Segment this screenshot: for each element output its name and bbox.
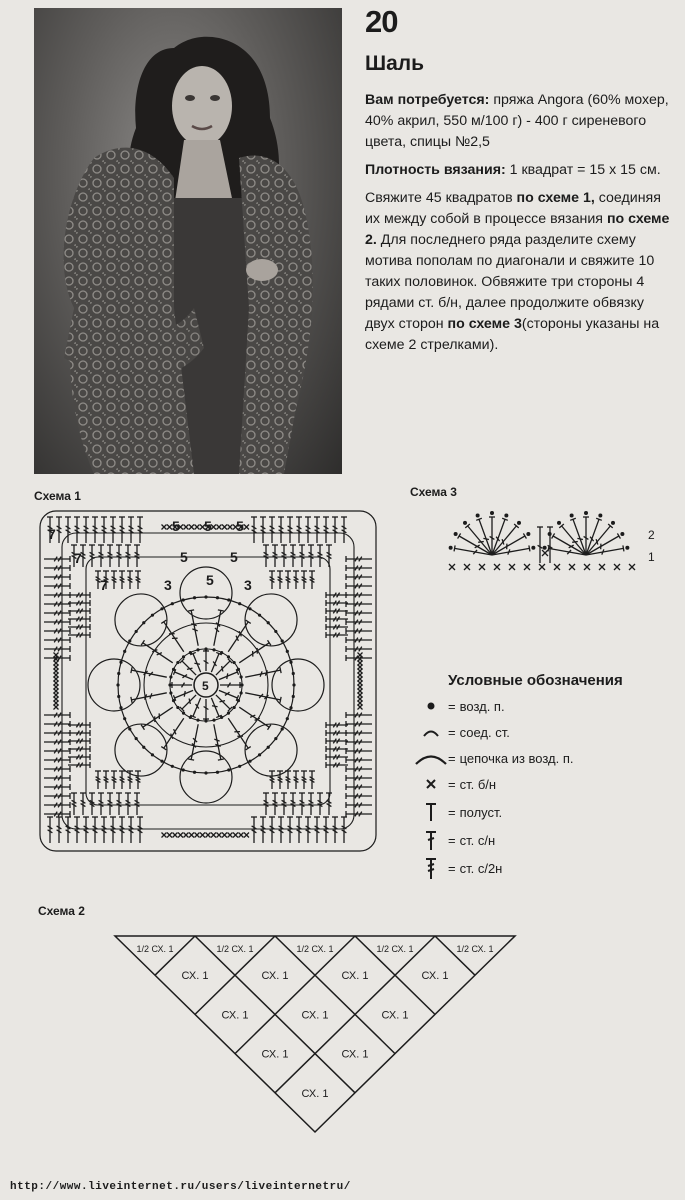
chain-dot — [267, 621, 270, 624]
sc-stitch — [464, 564, 470, 570]
sc-stitch — [228, 833, 233, 838]
sc-stitch — [358, 705, 363, 710]
sc-stitch — [184, 525, 189, 530]
dc-stitch — [175, 672, 193, 680]
scheme2-full-label: СХ. 1 — [181, 970, 209, 983]
chain-dot — [281, 727, 284, 730]
chain-dot — [182, 712, 185, 715]
chain-dot — [454, 532, 458, 536]
sc-stitch — [244, 525, 249, 530]
sc-stitch — [239, 833, 244, 838]
scheme2-full-label: СХ. 1 — [261, 1048, 289, 1061]
scheme1-number-label: 5 — [180, 549, 188, 565]
sc-stitch — [599, 564, 605, 570]
scheme1-diagram — [34, 505, 384, 860]
sc-stitch — [449, 564, 455, 570]
sc-stitch — [554, 564, 560, 570]
scheme3-row-2-label: 2 — [648, 528, 655, 542]
dc-stitch — [211, 654, 219, 672]
requirements-paragraph — [365, 90, 677, 153]
dc-stitch — [216, 661, 230, 675]
gauge-label: Плотность вязания: — [365, 162, 506, 178]
sc-stitch — [217, 833, 222, 838]
scheme1-center-label: 5 — [202, 679, 209, 693]
chain-dot — [196, 718, 199, 721]
chain-dot — [258, 614, 261, 617]
sc-stitch — [494, 564, 500, 570]
chain-dot — [504, 514, 508, 518]
chain-dot — [182, 768, 185, 771]
sc-stitch — [200, 833, 205, 838]
chain-dot — [193, 771, 196, 774]
sc-stitch — [217, 525, 222, 530]
chain-dot — [584, 511, 588, 515]
legend-item-chain-arc: = цепочка из возд. п. — [414, 746, 574, 770]
sc-stitch — [629, 564, 635, 570]
sc-stitch — [569, 564, 575, 570]
dc-stitch — [216, 695, 230, 709]
sc-stitch — [195, 833, 200, 838]
legend-item-dc: = ст. с/н — [414, 828, 495, 852]
scheme2-full-label: СХ. 1 — [301, 1087, 329, 1100]
chain-dot — [227, 712, 230, 715]
dc-stitch — [219, 672, 237, 680]
requirements-label: Вам потребуется: — [365, 92, 490, 108]
pattern-title: Шаль — [365, 52, 425, 75]
sc-stitch — [189, 525, 194, 530]
chain-dot — [151, 753, 154, 756]
scheme2-half-label: 1/2 СХ. 1 — [216, 944, 254, 954]
chain-dot — [526, 532, 530, 536]
chain-dot — [292, 695, 295, 698]
pattern-number: 20 — [365, 4, 398, 39]
chain-dot — [212, 648, 215, 651]
chain-dot — [151, 614, 154, 617]
instructions-text-3: Для последнего ряда разделите схему мотива пополам по диагонали и свяжите 10 таких половинок. Обвяжите три стороны 4 рядами ст. б/н, далее продолжите обвязку двух сторон — [365, 232, 655, 332]
chain-dot — [557, 521, 561, 525]
scheme1-number-label: 7 — [74, 550, 82, 566]
chain-dot — [160, 607, 163, 610]
chain-dot — [286, 650, 289, 653]
dc-stitch — [492, 526, 516, 555]
dc-stitch — [211, 698, 219, 716]
sc-stitch — [524, 564, 530, 570]
sc-stitch — [189, 833, 194, 838]
legend-title: Условные обозначения — [448, 672, 623, 689]
cross-icon — [414, 777, 448, 791]
chain-dot — [169, 691, 172, 694]
chain-dot — [292, 683, 295, 686]
half-dc-icon — [414, 801, 448, 823]
chain-dot — [248, 760, 251, 763]
sc-stitch — [539, 564, 545, 570]
sc-stitch — [509, 564, 515, 570]
chain-dot — [160, 760, 163, 763]
chain-dot — [216, 771, 219, 774]
scheme2-full-label: СХ. 1 — [341, 1048, 369, 1061]
shawl-model-illustration — [34, 8, 342, 474]
dc-stitch — [182, 695, 196, 709]
sc-stitch — [54, 705, 59, 710]
source-url: http://www.liveinternet.ru/users/liveinternetru/ — [10, 1181, 351, 1193]
chain-dot — [182, 598, 185, 601]
chain-dot — [598, 514, 602, 518]
sc-stitch — [162, 833, 167, 838]
gauge-text: 1 квадрат = 15 х 15 см. — [505, 162, 661, 178]
sc-stitch — [222, 525, 227, 530]
scheme1-number-label: 5 — [204, 518, 212, 534]
chain-dot — [476, 514, 480, 518]
scheme1-number-label: 3 — [164, 577, 172, 593]
scheme2-half-label: 1/2 СХ. 1 — [136, 944, 174, 954]
scheme2-full-label: СХ. 1 — [221, 1009, 249, 1022]
scheme2-half-label: 1/2 СХ. 1 — [456, 944, 494, 954]
chain-dot — [135, 630, 138, 633]
instructions-paragraph — [365, 188, 677, 356]
chain-dot — [204, 647, 207, 650]
chain-dot — [227, 768, 230, 771]
chain-dot — [463, 521, 467, 525]
dc-stitch — [175, 690, 193, 698]
dot-icon — [414, 699, 448, 713]
chain-dot — [135, 737, 138, 740]
slip-stitch-icon — [414, 725, 448, 739]
sc-stitch — [479, 564, 485, 570]
chain-dot — [169, 675, 172, 678]
chain-dot — [117, 672, 120, 675]
chain-dot — [182, 655, 185, 658]
chain-dot — [168, 683, 171, 686]
tr-icon — [414, 856, 448, 880]
chain-dot — [196, 648, 199, 651]
chain-dot — [238, 602, 241, 605]
chain-dot — [620, 532, 624, 536]
chain-dot — [227, 598, 230, 601]
chain-dot — [240, 683, 243, 686]
dc-stitch — [193, 654, 201, 672]
scheme2-full-label: СХ. 1 — [421, 970, 449, 983]
chain-dot — [289, 706, 292, 709]
legend-item-slip: = соед. ст. — [414, 720, 510, 744]
legend-item-sc: = ст. б/н — [414, 772, 496, 796]
instructions-bold-2: по схеме 2. — [365, 211, 670, 248]
legend-text: ст. с/н — [459, 832, 496, 848]
chain-dot — [274, 737, 277, 740]
sc-stitch — [173, 833, 178, 838]
chain-dot — [204, 595, 207, 598]
scheme3-row-1-label: 1 — [648, 550, 655, 564]
chain-dot — [570, 514, 574, 518]
legend-text: ст. с/2н — [459, 860, 503, 876]
chain-dot — [449, 546, 453, 550]
sc-stitch — [195, 525, 200, 530]
dc-stitch — [193, 698, 201, 716]
chain-dot — [289, 661, 292, 664]
scheme2-label: Схема 2 — [38, 904, 85, 918]
sc-stitch — [162, 525, 167, 530]
chain-dot — [204, 771, 207, 774]
chain-dot — [171, 765, 174, 768]
scheme1-number-label: 7 — [100, 577, 108, 593]
chain-dot — [239, 691, 242, 694]
sc-stitch — [222, 833, 227, 838]
sc-stitch — [167, 833, 172, 838]
sc-stitch — [228, 525, 233, 530]
sc-stitch — [206, 833, 211, 838]
chain-dot — [517, 521, 521, 525]
instructions-text-1: Свяжите 45 квадратов — [365, 190, 517, 206]
scheme2-half-label: 1/2 СХ. 1 — [296, 944, 334, 954]
chain-dot — [119, 661, 122, 664]
legend-item-chain: = возд. п. — [414, 694, 505, 718]
chain-dot — [238, 765, 241, 768]
chain-dot — [531, 546, 535, 550]
scheme1-number-label: 5 — [236, 518, 244, 534]
legend-text: возд. п. — [459, 698, 505, 714]
chain-dot — [227, 655, 230, 658]
gauge-paragraph — [365, 160, 677, 181]
scheme3-label: Схема 3 — [410, 485, 457, 499]
chain-dot — [142, 621, 145, 624]
scheme2-diagram — [110, 930, 530, 1140]
chain-dot — [543, 546, 547, 550]
chain-dot — [281, 639, 284, 642]
chain-dot — [119, 706, 122, 709]
instructions-text-4: (стороны указаны на схеме 2 стрелками). — [365, 316, 660, 353]
sc-stitch — [542, 550, 548, 556]
chain-dot — [128, 639, 131, 642]
dc-stitch — [219, 690, 237, 698]
chain-dot — [176, 661, 179, 664]
scheme1-number-label: 5 — [230, 549, 238, 565]
legend-item-tr: = ст. с/2н — [414, 856, 502, 880]
dc-stitch — [586, 526, 610, 555]
chain-dot — [258, 753, 261, 756]
scheme2-full-label: СХ. 1 — [301, 1009, 329, 1022]
chain-dot — [176, 706, 179, 709]
dc-stitch — [182, 661, 196, 675]
scheme2-half-label: 1/2 СХ. 1 — [376, 944, 414, 954]
chain-dot — [274, 630, 277, 633]
chain-dot — [117, 695, 120, 698]
chain-dot — [233, 661, 236, 664]
chain-dot — [292, 672, 295, 675]
chain-dot — [128, 727, 131, 730]
chain-dot — [171, 602, 174, 605]
chain-dot — [239, 675, 242, 678]
chain-dot — [123, 650, 126, 653]
chain-dot — [233, 706, 236, 709]
legend-text: соед. ст. — [459, 724, 510, 740]
requirements-text: пряжа Angora (60% мохер, 40% акрил, 550 м/100 г) - 400 г сиреневого цвета, спицы №2,5 — [365, 92, 669, 150]
model-photo — [34, 8, 342, 474]
scheme3-diagram — [440, 505, 665, 577]
dc-stitch — [562, 526, 586, 555]
instructions-bold-3: по схеме 3 — [447, 316, 522, 332]
chain-dot — [123, 717, 126, 720]
instructions-text-2: соединяя их между собой в процессе вязания — [365, 190, 661, 227]
chain-dot — [490, 511, 494, 515]
pattern-description — [365, 90, 677, 363]
sc-stitch — [244, 833, 249, 838]
scheme1-number-label: 3 — [244, 577, 252, 593]
chain-dot — [248, 607, 251, 610]
scheme1-number-label: 5 — [206, 572, 214, 588]
scheme1-number-label: 7 — [48, 526, 56, 542]
chain-dot — [611, 521, 615, 525]
sc-stitch — [178, 833, 183, 838]
chain-dot — [204, 719, 207, 722]
scheme2-full-label: СХ. 1 — [341, 970, 369, 983]
scheme2-full-label: СХ. 1 — [381, 1009, 409, 1022]
chain-dot — [216, 596, 219, 599]
dc-icon — [414, 829, 448, 851]
chain-dot — [625, 546, 629, 550]
chain-dot — [286, 717, 289, 720]
sc-stitch — [584, 564, 590, 570]
chain-dot — [193, 596, 196, 599]
dc-stitch — [492, 519, 505, 555]
sc-stitch — [614, 564, 620, 570]
dc-stitch — [468, 526, 492, 555]
chain-dot — [212, 718, 215, 721]
scheme1-number-label: 5 — [172, 518, 180, 534]
chain-arc-icon — [414, 749, 448, 767]
chain-dot — [142, 746, 145, 749]
sc-stitch — [233, 833, 238, 838]
legend-text: цепочка из возд. п. — [459, 750, 574, 766]
legend-text: полуст. — [459, 804, 503, 820]
instructions-bold-1: по схеме 1, — [516, 190, 595, 206]
scheme1-label: Схема 1 — [34, 489, 81, 503]
chain-dot — [116, 683, 119, 686]
chain-dot — [267, 746, 270, 749]
sc-stitch — [184, 833, 189, 838]
scheme2-full-label: СХ. 1 — [261, 970, 289, 983]
sc-stitch — [211, 833, 216, 838]
legend-text: ст. б/н — [459, 776, 497, 792]
dc-stitch — [586, 519, 599, 555]
legend-item-hdc: = полуст. — [414, 800, 502, 824]
